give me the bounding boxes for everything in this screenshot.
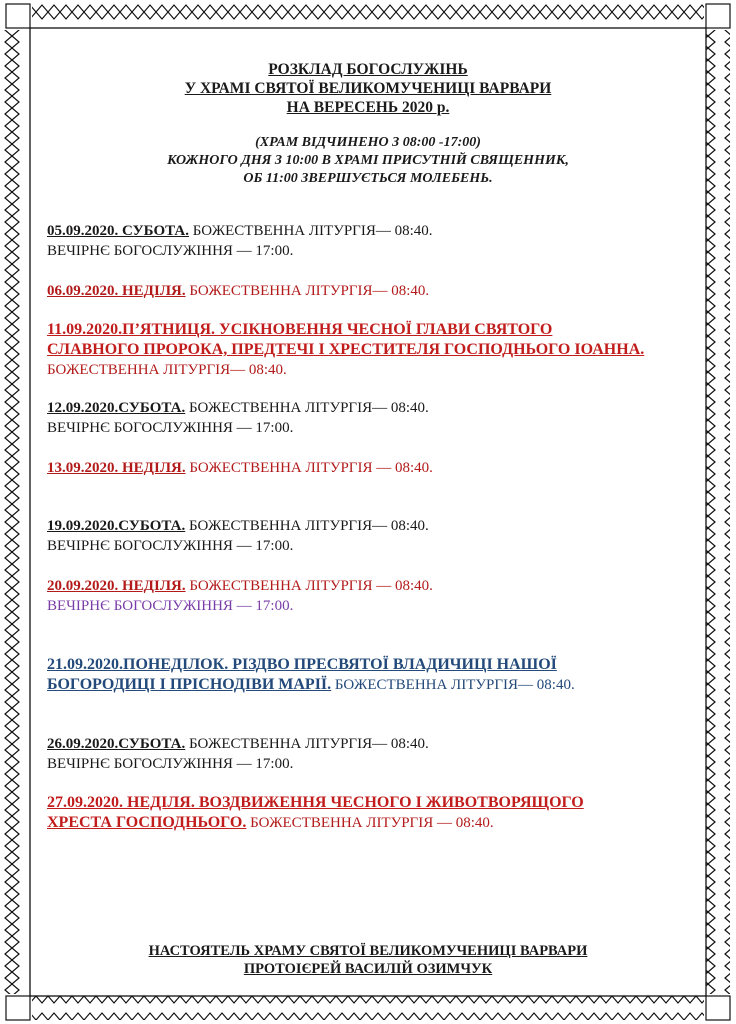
priest-note: КОЖНОГО ДНЯ З 10:00 В ХРАМІ ПРИСУТНІЙ СВЯЩЕННИК, xyxy=(167,153,569,168)
entry-title-line-2: СЛАВНОГО ПРОРОКА, ПРЕДТЕЧІ І ХРЕСТИТЕЛЯ ГОСПОДНЬОГО ІОАННА. xyxy=(47,341,645,358)
entry-evening: ВЕЧІРНЄ БОГОСЛУЖІННЯ — 17:00. xyxy=(47,420,294,436)
entry-date: 13.09.2020. НЕДІЛЯ. xyxy=(47,460,186,476)
schedule-entry-2009 xyxy=(47,576,697,616)
entry-service: БОЖЕСТВЕННА ЛІТУРГІЯ— 08:40. xyxy=(331,677,575,693)
entry-title-line-1: 11.09.2020.П’ЯТНИЦЯ. УСІКНОВЕННЯ ЧЕСНОЇ ГЛАВИ СВЯТОГО xyxy=(47,321,553,338)
entry-service: БОЖЕСТВЕННА ЛІТУРГІЯ— 08:40. xyxy=(185,736,429,752)
entry-service: БОЖЕСТВЕННА ЛІТУРГІЯ— 08:40. xyxy=(185,400,429,416)
entry-evening: ВЕЧІРНЄ БОГОСЛУЖІННЯ — 17:00. xyxy=(47,243,294,259)
entry-date: 05.09.2020. СУБОТА. xyxy=(47,223,189,239)
title-line-2: У ХРАМІ СВЯТОЇ ВЕЛИКОМУЧЕНИЦІ ВАРВАРИ xyxy=(184,80,552,97)
title-line-1: РОЗКЛАД БОГОСЛУЖІНЬ xyxy=(268,61,468,78)
moleben-note: ОБ 11:00 ЗВЕРШУЄТЬСЯ МОЛЕБЕНЬ. xyxy=(243,171,493,186)
entry-service: БОЖЕСТВЕННА ЛІТУРГІЯ— 08:40. xyxy=(185,518,429,534)
entry-evening: ВЕЧІРНЄ БОГОСЛУЖІННЯ — 17:00. xyxy=(47,598,294,614)
entry-evening: ВЕЧІРНЄ БОГОСЛУЖІННЯ — 17:00. xyxy=(47,756,294,772)
entry-service: БОЖЕСТВЕННА ЛІТУРГІЯ — 08:40. xyxy=(246,815,494,831)
hours-note: (ХРАМ ВІДЧИНЕНО З 08:00 -17:00) xyxy=(255,135,481,150)
entry-evening: ВЕЧІРНЄ БОГОСЛУЖІННЯ — 17:00. xyxy=(47,538,294,554)
entry-date: 20.09.2020. НЕДІЛЯ. xyxy=(47,578,186,594)
entry-title-line-2: ХРЕСТА ГОСПОДНЬОГО. xyxy=(47,814,247,831)
entry-date: 19.09.2020.СУБОТА. xyxy=(47,518,186,534)
schedule-entry-1309 xyxy=(47,458,697,478)
entry-date: 12.09.2020.СУБОТА. xyxy=(47,400,186,416)
schedule-entry-2109 xyxy=(47,655,697,695)
entry-title-line-2: БОГОРОДИЦІ І ПРІСНОДІВИ МАРІЇ. xyxy=(47,676,332,693)
entry-service: БОЖЕСТВЕННА ЛІТУРГІЯ — 08:40. xyxy=(185,460,433,476)
schedule-entry-0609 xyxy=(47,281,697,301)
footer-rector: НАСТОЯТЕЛЬ ХРАМУ СВЯТОЇ ВЕЛИКОМУЧЕНИЦІ ВАРВАРИ xyxy=(148,943,588,959)
entry-date: 06.09.2020. НЕДІЛЯ. xyxy=(47,283,186,299)
entry-service: БОЖЕСТВЕННА ЛІТУРГІЯ— 08:40. xyxy=(47,362,287,378)
footer-priest-name: ПРОТОІЄРЕЙ ВАСИЛІЙ ОЗИМЧУК xyxy=(243,961,493,977)
schedule-entry-1109 xyxy=(47,320,697,380)
schedule-entry-2609 xyxy=(47,734,697,774)
schedule-entry-2709 xyxy=(47,793,697,833)
entry-title-line-1: 27.09.2020. НЕДІЛЯ. ВОЗДВИЖЕННЯ ЧЕСНОГО І ЖИВОТВОРЯЩОГО xyxy=(47,794,584,811)
schedule-entry-0509 xyxy=(47,221,697,261)
title-line-3: НА ВЕРЕСЕНЬ 2020 р. xyxy=(286,99,450,116)
schedule-entry-1909 xyxy=(47,516,697,556)
entry-service: БОЖЕСТВЕННА ЛІТУРГІЯ— 08:40. xyxy=(185,283,430,299)
schedule-entry-1209 xyxy=(47,398,697,438)
entry-service: БОЖЕСТВЕННА ЛІТУРГІЯ— 08:40. xyxy=(188,223,433,239)
entry-service: БОЖЕСТВЕННА ЛІТУРГІЯ — 08:40. xyxy=(185,578,433,594)
entry-date: 26.09.2020.СУБОТА. xyxy=(47,736,186,752)
entry-title-line-1: 21.09.2020.ПОНЕДІЛОК. РІЗДВО ПРЕСВЯТОЇ ВЛАДИЧИЦІ НАШОЇ xyxy=(47,656,557,673)
